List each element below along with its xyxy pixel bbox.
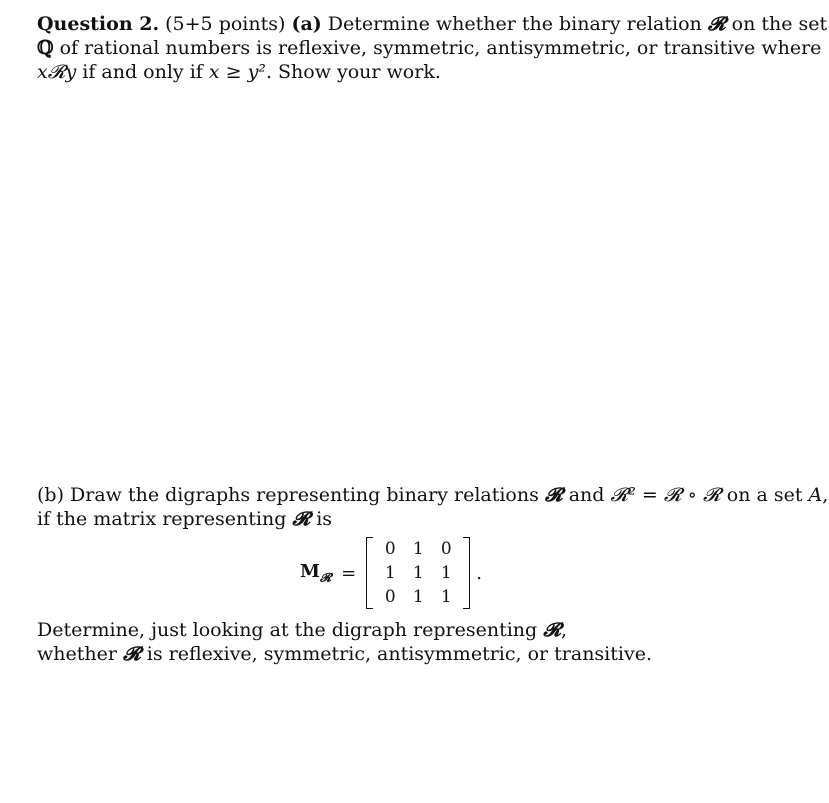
question-label: Question 2. xyxy=(37,13,160,35)
followup-text-2: is reflexive, symmetric, antisymmetric, or transitive. xyxy=(146,643,652,665)
followup-text-2-start: whether xyxy=(37,643,117,665)
matrix-body xyxy=(366,537,470,609)
relation-composition: 𝓡² = 𝓡 ∘ 𝓡 xyxy=(610,484,721,506)
matrix-cell: 1 xyxy=(440,563,452,583)
relation-symbol: 𝓡 xyxy=(292,508,311,530)
question-2-part-a xyxy=(37,12,828,84)
relation-symbol: 𝓡 xyxy=(543,619,561,641)
matrix-label: $M_𝓡$ xyxy=(300,560,332,585)
matrix-cell: 1 xyxy=(412,587,424,607)
question-2-part-b xyxy=(37,483,829,531)
followup-text-1-tail: , xyxy=(561,619,568,641)
relation-symbol: 𝓡 xyxy=(123,643,141,665)
part-b-line-2 xyxy=(37,507,797,531)
rationals-symbol: ℚ xyxy=(37,37,54,59)
matrix-cell: 1 xyxy=(440,587,452,607)
left-bracket xyxy=(366,537,373,609)
relation-symbol: 𝓡 xyxy=(544,484,563,506)
set-a: A xyxy=(808,484,823,506)
relation-expression: x𝓡y xyxy=(37,61,77,83)
part-a-text-1: Determine whether the binary relation xyxy=(327,13,702,35)
matrix-cell: 0 xyxy=(384,539,396,559)
relation-condition: x ≥ y² xyxy=(208,61,266,83)
matrix-cell: 1 xyxy=(412,539,424,559)
part-b-text-1-tail: on a set xyxy=(726,484,803,506)
followup-text-1: Determine, just looking at the digraph representing xyxy=(37,619,538,641)
relation-symbol: 𝓡 xyxy=(707,13,726,35)
part-b-and: and xyxy=(568,484,605,506)
part-b-text-1: (b) Draw the digraphs representing binary relations xyxy=(37,484,539,506)
matrix-cell: 1 xyxy=(384,563,396,583)
part-b-text-2: if the matrix representing xyxy=(37,508,287,530)
part-a-text-1-tail: on the set xyxy=(731,13,828,35)
part-a-text-3-tail: . Show your work. xyxy=(265,61,441,83)
question-points: (5+5 points) xyxy=(165,13,286,35)
part-b-text-2-tail: is xyxy=(316,508,333,530)
matrix-equals: = xyxy=(341,562,357,584)
matrix-cell: 1 xyxy=(412,563,424,583)
right-bracket xyxy=(463,537,470,609)
matrix-period: . xyxy=(476,562,482,584)
part-a-line-2 xyxy=(37,36,822,60)
part-a-label: (a) xyxy=(291,13,322,35)
part-a-text-2: of rational numbers is reflexive, symmetric, antisymmetric, or transitive where xyxy=(59,37,822,59)
part-a-line-3 xyxy=(37,60,797,84)
matrix-cell: 0 xyxy=(384,587,396,607)
part-a-line-1 xyxy=(37,12,828,36)
followup-line-2 xyxy=(37,642,797,666)
matrix-label-subscript: 𝓡 xyxy=(319,570,332,585)
matrix-grid xyxy=(376,537,460,609)
relation-matrix xyxy=(300,537,482,609)
part-a-text-3: if and only if xyxy=(82,61,203,83)
matrix-cell: 0 xyxy=(440,539,452,559)
question-2-part-b-followup xyxy=(37,618,797,666)
followup-line-1 xyxy=(37,618,797,642)
part-b-line-1: (b) Draw the digraphs representing binary relations 𝓡 and 𝓡² = 𝓡 ∘ 𝓡 on a set A, xyxy=(37,484,829,506)
